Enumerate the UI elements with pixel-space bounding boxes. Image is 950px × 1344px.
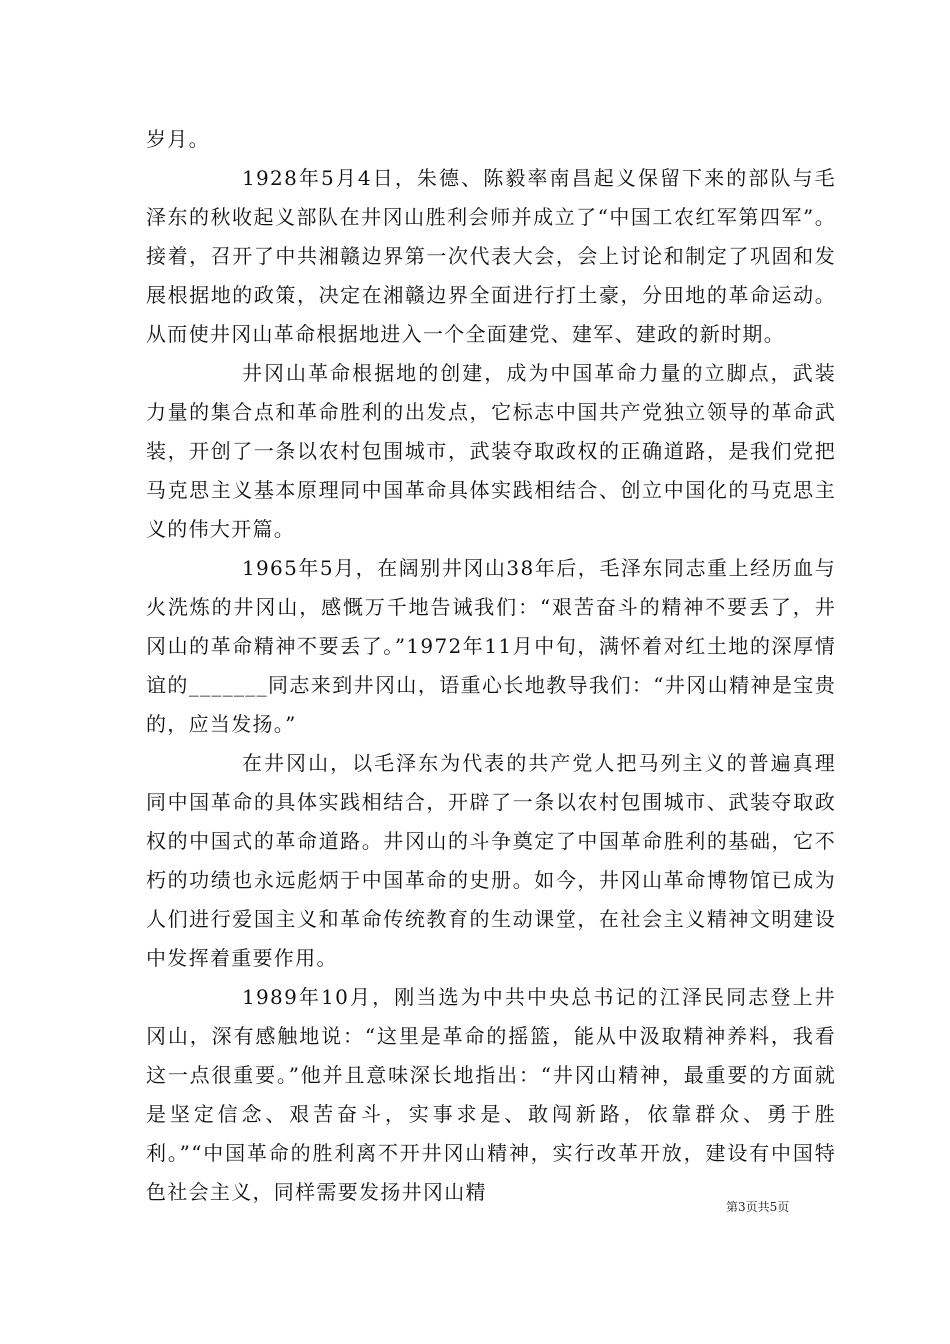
paragraph-1: 岁月。 <box>146 127 210 151</box>
paragraph-2: 1928年5月4日，朱德、陈毅率南昌起义保留下来的部队与毛泽东的秋收起义部队在井冈山胜利会师并成立了“中国工农红军第四军”。接着，召开了中共湘赣边界第一次代表大会，会上讨论和制定了巩固和发展根据地的政策，决定在湘赣边界全面进行打土豪，分田地的革命运动。从而使井冈山革命根据地进入一个全面建党、建军、建政的新时期。 <box>146 166 836 346</box>
paragraph-6: 1989年10月，刚当选为中共中央总书记的江泽民同志登上井冈山，深有感触地说：“这里是革命的摇篮，能从中汲取精神养料，我看这一点很重要。”他并且意味深长地指出：“井冈山精神，最重要的方面就是坚定信念、艰苦奋斗，实事求是、敢闯新路，依靠群众、勇于胜利。”“中国革命的胜利离不开井冈山精神，实行改革开放，建设有中国特色社会主义，同样需要发扬井冈山精 <box>146 985 836 1204</box>
page-number: 第3页共5页 <box>726 1200 790 1214</box>
document-body <box>146 120 836 1212</box>
paragraph-5: 在井冈山，以毛泽东为代表的共产党人把马列主义的普遍真理同中国革命的具体实践相结合，开辟了一条以农村包围城市、武装夺取政权的中国式的革命道路。井冈山的斗争奠定了中国革命胜利的基础，它不朽的功绩也永远彪炳于中国革命的史册。如今，井冈山革命博物馆已成为人们进行爱国主义和革命传统教育的生动课堂，在社会主义精神文明建设中发挥着重要作用。 <box>146 751 836 970</box>
paragraph-3: 井冈山革命根据地的创建，成为中国革命力量的立脚点，武装力量的集合点和革命胜利的出发点，它标志中国共产党独立领导的革命武装，开创了一条以农村包围城市，武装夺取政权的正确道路，是我们党把马克思主义基本原理同中国革命具体实践相结合、创立中国化的马克思主义的伟大开篇。 <box>146 361 836 541</box>
paragraph-4: 1965年5月，在阔别井冈山38年后，毛泽东同志重上经历血与火洗炼的井冈山，感慨万千地告诫我们：“艰苦奋斗的精神不要丢了，井冈山的革命精神不要丢了。”1972年11月中旬，满怀着对红土地的深厚情谊的_______同志来到井冈山，语重心长地教导我们：“井冈山精神是宝贵的，应当发扬。” <box>146 556 836 736</box>
